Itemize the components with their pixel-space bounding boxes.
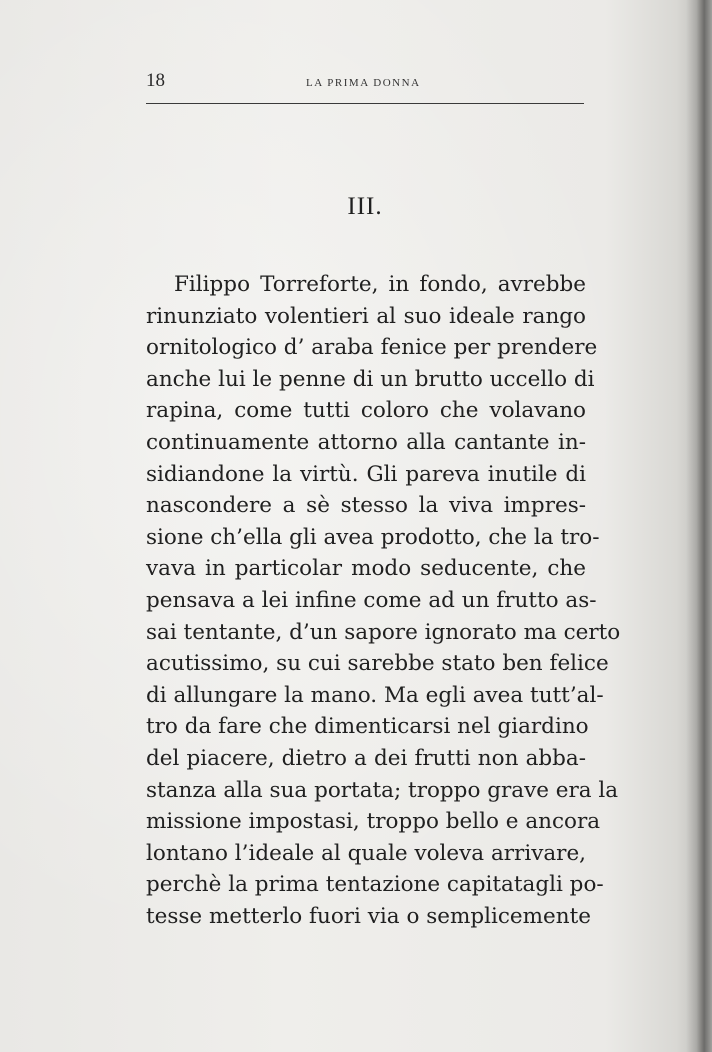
text-line: del piacere, dietro a dei frutti non abba- bbox=[146, 745, 586, 771]
text-line: tesse metterlo fuori via o semplicemente bbox=[146, 903, 591, 929]
text-line: stanza alla sua portata; troppo grave era la bbox=[146, 777, 619, 803]
body-text bbox=[146, 269, 621, 932]
text-line: Filippo Torreforte, in fondo, avrebbe bbox=[174, 272, 586, 297]
text-line: anche lui le penne di un brutto uccello di bbox=[146, 366, 595, 392]
text-line: sidiandone la virtù. Gli pareva inutile di bbox=[146, 461, 586, 487]
running-title: LA PRIMA DONNA bbox=[306, 77, 421, 89]
page-binding-edge bbox=[686, 0, 712, 1052]
header-rule bbox=[146, 103, 584, 104]
text-line: rinunziato volentieri al suo ideale rango bbox=[146, 303, 586, 329]
text-line: missione impostasi, troppo bello e ancora bbox=[146, 809, 601, 835]
text-line: perchè la prima tentazione capitatagli po- bbox=[146, 872, 604, 898]
text-line: sione ch’ella gli avea prodotto, che la tro- bbox=[146, 524, 600, 550]
text-line: ornitologico d’ araba fenice per prendere bbox=[146, 335, 598, 361]
text-line: vava in particolar modo seducente, che bbox=[146, 556, 586, 582]
text-line: nascondere a sè stesso la viva impres- bbox=[146, 493, 586, 519]
chapter-heading: III. bbox=[347, 193, 383, 220]
text-line: acutissimo, su cui sarebbe stato ben felice bbox=[146, 651, 609, 677]
text-line: lontano l’ideale al quale voleva arrivare, bbox=[146, 840, 587, 866]
running-header bbox=[146, 70, 584, 100]
text-line: tro da fare che dimenticarsi nel giardino bbox=[146, 714, 589, 740]
text-line: sai tentante, d’un sapore ignorato ma certo bbox=[146, 619, 621, 645]
text-line: pensava a lei infine come ad un frutto as- bbox=[146, 587, 597, 613]
text-line: rapina, come tutti coloro che volavano bbox=[146, 398, 586, 424]
text-line: continuamente attorno alla cantante in- bbox=[146, 429, 586, 455]
text-line: di allungare la mano. Ma egli avea tutt’al- bbox=[146, 682, 604, 708]
page-number: 18 bbox=[146, 70, 165, 91]
